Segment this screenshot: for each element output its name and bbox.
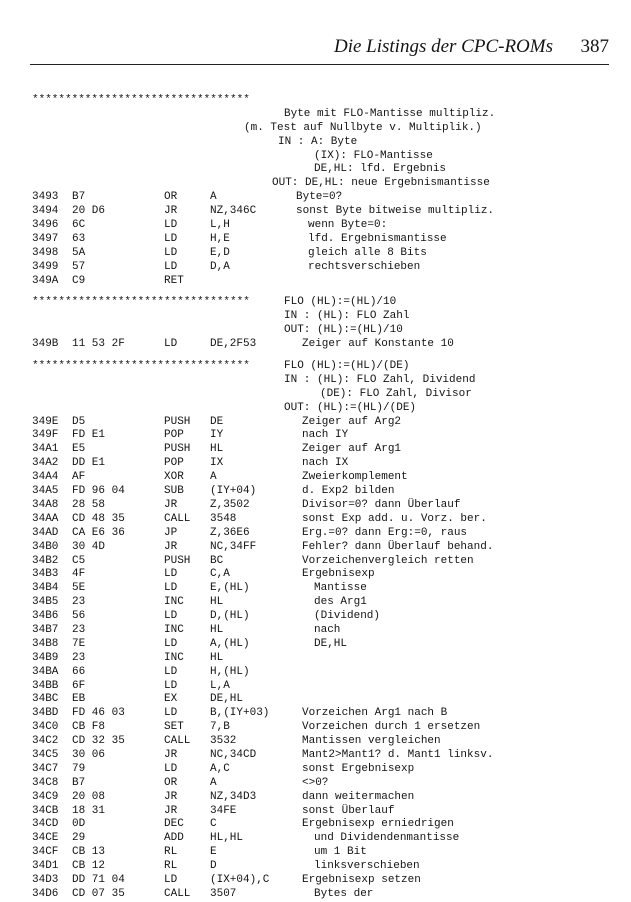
mnemonic: LD: [164, 260, 178, 273]
listing-line: [32, 177, 621, 191]
address: 34B0: [32, 540, 59, 553]
mnemonic: LD: [164, 232, 178, 245]
separator-stars: *********************************: [32, 360, 250, 373]
address: 349A: [32, 274, 59, 287]
listing-line: [32, 693, 621, 707]
mnemonic: OR: [164, 191, 178, 204]
address: 34AD: [32, 526, 59, 539]
listing-line: [32, 261, 621, 275]
mnemonic: JR: [164, 540, 178, 553]
listing-spacer: [32, 352, 621, 360]
listing-line: [32, 791, 621, 805]
comment: Mant2>Mant1? d. Mant1 linksv.: [302, 748, 494, 761]
hex-bytes: B7: [72, 191, 86, 204]
operand: NZ,34D3: [210, 790, 257, 803]
listing-line: [32, 763, 621, 777]
operand: (IX+04),C: [210, 873, 270, 886]
comment: Byte=0?: [296, 191, 343, 204]
comment: Zeiger auf Arg1: [302, 443, 402, 456]
address: 349F: [32, 429, 59, 442]
listing-line: [32, 749, 621, 763]
listing-line: [32, 832, 621, 846]
comment: Vorzeichen durch 1 ersetzen: [302, 721, 481, 734]
operand: D: [210, 860, 217, 873]
hex-bytes: EB: [72, 693, 86, 706]
address: 34B4: [32, 582, 59, 595]
hex-bytes: AF: [72, 471, 86, 484]
mnemonic: EX: [164, 693, 178, 706]
listing-line: [32, 443, 621, 457]
comment: Erg.=0? dann Erg:=0, raus: [302, 526, 468, 539]
address: 3496: [32, 219, 59, 232]
listing-line: [32, 846, 621, 860]
mnemonic: LD: [164, 665, 178, 678]
operand: 3548: [210, 512, 237, 525]
listing-line: [32, 416, 621, 430]
comment: lfd. Ergebnismantisse: [308, 232, 447, 245]
comment: nach IY: [302, 429, 349, 442]
operand: HL: [210, 443, 224, 456]
hex-bytes: 20 D6: [72, 205, 106, 218]
comment: Ergebnisexp erniedrigen: [302, 818, 454, 831]
listing-line: [32, 402, 621, 416]
operand: H,(HL): [210, 665, 250, 678]
listing-line: [32, 638, 621, 652]
comment: Divisor=0? dann Überlauf: [302, 498, 461, 511]
comment: (DE): FLO Zahl, Divisor: [320, 387, 472, 400]
listing-line: [32, 247, 621, 261]
listing-line: [32, 513, 621, 527]
hex-bytes: 5E: [72, 582, 86, 595]
operand: Z,36E6: [210, 526, 250, 539]
address: 3499: [32, 260, 59, 273]
mnemonic: POP: [164, 429, 184, 442]
comment: sonst Überlauf: [302, 804, 395, 817]
address: 34D3: [32, 873, 59, 886]
operand: D,(HL): [210, 610, 250, 623]
operand: H,E: [210, 232, 230, 245]
mnemonic: JR: [164, 804, 178, 817]
listing-line: [32, 555, 621, 569]
comment: Zeiger auf Konstante 10: [302, 338, 454, 351]
hex-bytes: 4F: [72, 568, 86, 581]
listing-line: [32, 596, 621, 610]
comment: sonst Byte bitweise multipliz.: [296, 205, 495, 218]
comment: um 1 Bit: [314, 846, 367, 859]
listing-line: [32, 499, 621, 513]
hex-bytes: C9: [72, 274, 86, 287]
operand: HL: [210, 651, 224, 664]
listing-line: [32, 707, 621, 721]
mnemonic: CALL: [164, 735, 191, 748]
comment: Bytes der: [314, 887, 374, 900]
comment: dann weitermachen: [302, 790, 415, 803]
address: 34A1: [32, 443, 59, 456]
mnemonic: SUB: [164, 485, 184, 498]
address: 34B6: [32, 610, 59, 623]
comment: OUT: (HL):=(HL)/10: [284, 324, 403, 337]
mnemonic: INC: [164, 651, 184, 664]
comment: sonst Ergebnisexp: [302, 762, 415, 775]
operand: A,(HL): [210, 637, 250, 650]
mnemonic: RET: [164, 274, 184, 287]
comment: nach IX: [302, 457, 349, 470]
operand: DE,HL: [210, 693, 244, 706]
address: 34A5: [32, 485, 59, 498]
comment: DE,HL: lfd. Ergebnis: [314, 163, 447, 176]
mnemonic: LD: [164, 679, 178, 692]
listing-line: [32, 735, 621, 749]
comment: Ergebnisexp setzen: [302, 873, 421, 886]
hex-bytes: DD E1: [72, 457, 106, 470]
operand: L,A: [210, 679, 230, 692]
operand: A: [210, 776, 217, 789]
hex-bytes: 56: [72, 610, 86, 623]
hex-bytes: CA E6 36: [72, 526, 125, 539]
address: 34BC: [32, 693, 59, 706]
mnemonic: JR: [164, 498, 178, 511]
listing-line: [32, 457, 621, 471]
mnemonic: DEC: [164, 818, 184, 831]
operand: IY: [210, 429, 224, 442]
listing-line: [32, 163, 621, 177]
address: 34CD: [32, 818, 59, 831]
operand: C,A: [210, 568, 230, 581]
mnemonic: ADD: [164, 832, 184, 845]
hex-bytes: CD 32 35: [72, 735, 125, 748]
listing-line: [32, 680, 621, 694]
hex-bytes: 30 06: [72, 748, 106, 761]
operand: D,A: [210, 260, 230, 273]
mnemonic: INC: [164, 596, 184, 609]
mnemonic: XOR: [164, 471, 184, 484]
address: 34B9: [32, 651, 59, 664]
hex-bytes: 57: [72, 260, 86, 273]
comment: linksverschieben: [314, 860, 420, 873]
mnemonic: RL: [164, 846, 178, 859]
comment: Byte mit FLO-Mantisse multipliz.: [284, 107, 496, 120]
mnemonic: PUSH: [164, 443, 191, 456]
hex-bytes: FD E1: [72, 429, 106, 442]
listing-line: [32, 471, 621, 485]
comment: rechtsverschieben: [308, 260, 421, 273]
page-number: 387: [580, 36, 609, 57]
comment: OUT: DE,HL: neue Ergebnismantisse: [272, 177, 490, 190]
comment: Vorzeichen Arg1 nach B: [302, 707, 448, 720]
address: 34C0: [32, 721, 59, 734]
mnemonic: LD: [164, 246, 178, 259]
listing-line: [32, 374, 621, 388]
address: 3493: [32, 191, 59, 204]
mnemonic: LD: [164, 219, 178, 232]
mnemonic: JR: [164, 790, 178, 803]
address: 34B7: [32, 623, 59, 636]
mnemonic: RL: [164, 860, 178, 873]
listing-line: [32, 721, 621, 735]
address: 34CF: [32, 846, 59, 859]
comment: (IX): FLO-Mantisse: [314, 149, 433, 162]
comment: (Dividend): [314, 610, 381, 623]
address: 34B5: [32, 596, 59, 609]
comment: wenn Byte=0:: [308, 219, 388, 232]
mnemonic: INC: [164, 623, 184, 636]
listing-line: [32, 874, 621, 888]
hex-bytes: 6F: [72, 679, 86, 692]
hex-bytes: 0D: [72, 818, 86, 831]
operand: NC,34FF: [210, 540, 257, 553]
comment: gleich alle 8 Bits: [308, 246, 427, 259]
comment: Vorzeichenvergleich retten: [302, 554, 474, 567]
listing-line: [32, 777, 621, 791]
operand: NC,34CD: [210, 748, 257, 761]
address: 349B: [32, 338, 59, 351]
operand: E,(HL): [210, 582, 250, 595]
address: 34CB: [32, 804, 59, 817]
operand: BC: [210, 554, 224, 567]
address: 34A2: [32, 457, 59, 470]
address: 3494: [32, 205, 59, 218]
listing-line: [32, 94, 621, 108]
listing-line: [32, 150, 621, 164]
address: 34C7: [32, 762, 59, 775]
mnemonic: LD: [164, 568, 178, 581]
listing-line: [32, 624, 621, 638]
mnemonic: JP: [164, 526, 178, 539]
address: 34D1: [32, 860, 59, 873]
operand: DE,2F53: [210, 338, 257, 351]
comment: des Arg1: [314, 596, 367, 609]
operand: B,(IY+03): [210, 707, 270, 720]
listing-line: [32, 652, 621, 666]
page-header: [30, 34, 609, 65]
address: 349E: [32, 415, 59, 428]
comment: DE,HL: [314, 637, 348, 650]
hex-bytes: 66: [72, 665, 86, 678]
comment: IN : (HL): FLO Zahl, Dividend: [284, 373, 476, 386]
operand: E: [210, 846, 217, 859]
address: 34B3: [32, 568, 59, 581]
address: 34A4: [32, 471, 59, 484]
address: 34BB: [32, 679, 59, 692]
mnemonic: LD: [164, 338, 178, 351]
address: 3497: [32, 232, 59, 245]
comment: Zeiger auf Arg2: [302, 415, 402, 428]
mnemonic: SET: [164, 721, 184, 734]
hex-bytes: FD 96 04: [72, 485, 125, 498]
comment: nach: [314, 623, 341, 636]
address: 34B8: [32, 637, 59, 650]
hex-bytes: 7E: [72, 637, 86, 650]
running-title: Die Listings der CPC-ROMs: [333, 36, 553, 57]
listing-line: [32, 108, 621, 122]
hex-bytes: FD 46 03: [72, 707, 125, 720]
address: 34BA: [32, 665, 59, 678]
hex-bytes: DD 71 04: [72, 873, 125, 886]
comment: Mantissen vergleichen: [302, 735, 441, 748]
operand: HL: [210, 623, 224, 636]
mnemonic: LD: [164, 610, 178, 623]
mnemonic: LD: [164, 873, 178, 886]
operand: HL,HL: [210, 832, 244, 845]
hex-bytes: 11 53 2F: [72, 338, 125, 351]
mnemonic: POP: [164, 457, 184, 470]
comment: IN : (HL): FLO Zahl: [284, 310, 410, 323]
listing-line: [32, 219, 621, 233]
listing-line: [32, 310, 621, 324]
hex-bytes: B7: [72, 776, 86, 789]
comment: <>0?: [302, 776, 329, 789]
hex-bytes: D5: [72, 415, 86, 428]
hex-bytes: C5: [72, 554, 86, 567]
mnemonic: CALL: [164, 887, 191, 900]
comment: Mantisse: [314, 582, 367, 595]
listing-line: [32, 888, 621, 902]
comment: Zweierkomplement: [302, 471, 408, 484]
listing-line: [32, 805, 621, 819]
listing-line: [32, 191, 621, 205]
hex-bytes: 20 08: [72, 790, 106, 803]
separator-stars: *********************************: [32, 94, 250, 106]
address: 34A8: [32, 498, 59, 511]
hex-bytes: CD 07 35: [72, 887, 125, 900]
operand: A: [210, 471, 217, 484]
address: 34BD: [32, 707, 59, 720]
operand: IX: [210, 457, 224, 470]
listing-spacer: [32, 288, 621, 296]
operand: 3532: [210, 735, 237, 748]
hex-bytes: 5A: [72, 246, 86, 259]
listing-line: [32, 568, 621, 582]
operand: NZ,346C: [210, 205, 257, 218]
listing-line: [32, 360, 621, 374]
operand: HL: [210, 596, 224, 609]
mnemonic: JR: [164, 205, 178, 218]
mnemonic: PUSH: [164, 415, 191, 428]
address: 34C2: [32, 735, 59, 748]
mnemonic: JR: [164, 748, 178, 761]
hex-bytes: 23: [72, 623, 86, 636]
address: 34CE: [32, 832, 59, 845]
mnemonic: CALL: [164, 512, 191, 525]
listing-line: [32, 205, 621, 219]
mnemonic: LD: [164, 582, 178, 595]
hex-bytes: 29: [72, 832, 86, 845]
listing-line: [32, 338, 621, 352]
operand: A,C: [210, 762, 230, 775]
mnemonic: PUSH: [164, 554, 191, 567]
hex-bytes: 30 4D: [72, 540, 106, 553]
operand: L,H: [210, 219, 230, 232]
operand: (IY+04): [210, 485, 257, 498]
operand: Z,3502: [210, 498, 250, 511]
comment: sonst Exp add. u. Vorz. ber.: [302, 512, 487, 525]
comment: d. Exp2 bilden: [302, 485, 395, 498]
hex-bytes: 23: [72, 596, 86, 609]
comment: FLO (HL):=(HL)/(DE): [284, 360, 410, 373]
comment: Ergebnisexp: [302, 568, 375, 581]
operand: C: [210, 818, 217, 831]
hex-bytes: 23: [72, 651, 86, 664]
hex-bytes: CB F8: [72, 721, 106, 734]
address: 34C5: [32, 748, 59, 761]
operand: A: [210, 191, 217, 204]
listing-line: [32, 610, 621, 624]
mnemonic: LD: [164, 762, 178, 775]
operand: E,D: [210, 246, 230, 259]
listing-line: [32, 233, 621, 247]
address: 34B2: [32, 554, 59, 567]
mnemonic: LD: [164, 637, 178, 650]
listing-line: [32, 485, 621, 499]
comment: und Dividendenmantisse: [314, 832, 460, 845]
hex-bytes: E5: [72, 443, 86, 456]
comment: (m. Test auf Nullbyte v. Multiplik.): [244, 121, 482, 134]
listing-line: [32, 860, 621, 874]
hex-bytes: CB 12: [72, 860, 106, 873]
listing-line: [32, 296, 621, 310]
operand: 34FE: [210, 804, 237, 817]
comment: OUT: (HL):=(HL)/(DE): [284, 401, 417, 414]
address: 34C9: [32, 790, 59, 803]
hex-bytes: 79: [72, 762, 86, 775]
listing-line: [32, 429, 621, 443]
operand: DE: [210, 415, 224, 428]
listing-line: [32, 582, 621, 596]
comment: FLO (HL):=(HL)/10: [284, 296, 397, 309]
address: 34C8: [32, 776, 59, 789]
address: 34AA: [32, 512, 59, 525]
hex-bytes: CD 48 35: [72, 512, 125, 525]
hex-bytes: 6C: [72, 219, 86, 232]
listing-line: [32, 666, 621, 680]
listing-line: [32, 122, 621, 136]
listing-line: [32, 818, 621, 832]
operand: 7,B: [210, 721, 230, 734]
hex-bytes: 18 31: [72, 804, 106, 817]
listing-line: [32, 388, 621, 402]
mnemonic: LD: [164, 707, 178, 720]
hex-bytes: 28 58: [72, 498, 106, 511]
hex-bytes: 63: [72, 232, 86, 245]
hex-bytes: CB 13: [72, 846, 106, 859]
operand: 3507: [210, 887, 237, 900]
separator-stars: *********************************: [32, 296, 250, 309]
comment: IN : A: Byte: [278, 135, 358, 148]
assembly-listing: [32, 94, 621, 902]
address: 34D6: [32, 887, 59, 900]
comment: Fehler? dann Überlauf behand.: [302, 540, 494, 553]
listing-line: [32, 527, 621, 541]
listing-line: [32, 275, 621, 289]
listing-line: [32, 541, 621, 555]
mnemonic: OR: [164, 776, 178, 789]
listing-line: [32, 136, 621, 150]
address: 3498: [32, 246, 59, 259]
listing-line: [32, 324, 621, 338]
